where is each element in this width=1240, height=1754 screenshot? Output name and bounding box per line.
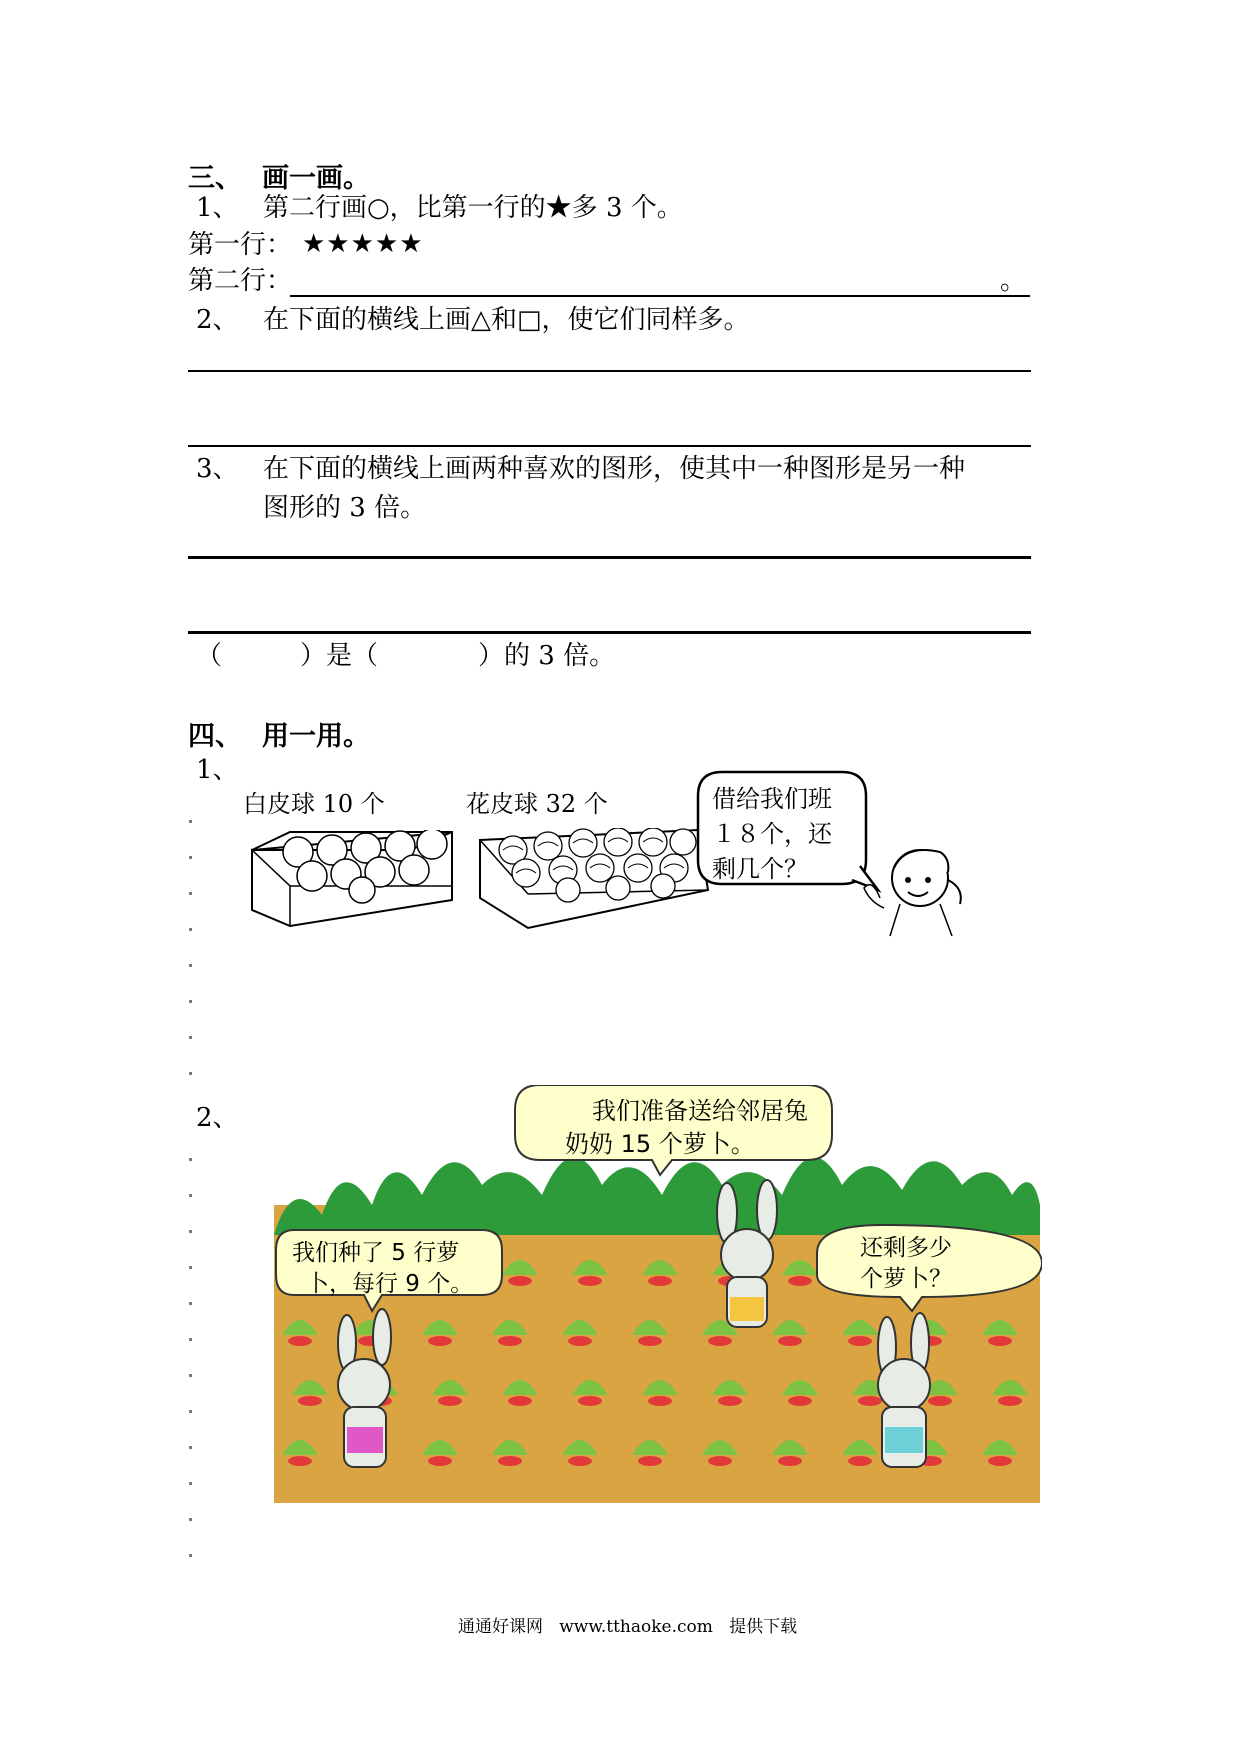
row2-answer-line[interactable] [290, 295, 1030, 297]
footer-site: 通通好课网 [458, 1617, 543, 1637]
q3-text-line1: 在下面的横线上画两种喜欢的图形，使其中一种图形是另一种 [263, 454, 966, 484]
section3-number: 三、 [188, 163, 242, 194]
white-balls-label: 白皮球 10 个 [243, 790, 385, 818]
bubble-left-line1: 我们种了 5 行萝 [292, 1240, 460, 1266]
q2-number: 2、 [196, 305, 239, 335]
flower-ball-tray-illustration [478, 828, 710, 933]
q3-number: 3、 [196, 454, 239, 484]
row2-label: 第二行： [188, 266, 293, 296]
row2-end-mark: 。 [1000, 266, 1027, 296]
q3-text-line2: 图形的 3 倍。 [263, 493, 427, 523]
answer-paren-open: （ [196, 641, 223, 671]
girl-illustration [860, 838, 980, 938]
q2-text: 在下面的横线上画△和□，使它们同样多。 [263, 305, 750, 335]
q2-line-2[interactable] [188, 445, 1031, 447]
footer-url[interactable]: www.tthaoke.com [559, 1617, 713, 1637]
bubble-top-line1: 我们准备送给邻居兔 [592, 1097, 808, 1125]
section4-number: 四、 [188, 721, 242, 752]
answer-end: ）的 3 倍。 [478, 641, 616, 671]
bubble-q1-line1: 借给我们班 [712, 785, 832, 813]
bubble-q1-line2: １８个，还 [712, 820, 832, 848]
q3-line-1[interactable] [188, 556, 1031, 559]
q2-line-1[interactable] [188, 370, 1031, 372]
q3-line-2[interactable] [188, 631, 1031, 634]
footer-suffix: 提供下载 [729, 1617, 798, 1637]
bubble-right-line1: 还剩多少 [860, 1235, 952, 1261]
bubble-top-line2: 奶奶 15 个萝卜。 [565, 1130, 755, 1158]
bubble-q1-line3: 剩几个？ [712, 855, 808, 883]
answer-middle: ）是（ [300, 641, 379, 671]
s4-q2-number: 2、 [196, 1103, 239, 1133]
s4-q1-number: 1、 [196, 755, 239, 785]
bubble-right-line2: 个萝卜？ [860, 1266, 952, 1292]
section4-heading: 用一用。 [262, 721, 370, 752]
row1-stars: ★★★★★ [302, 229, 424, 259]
section3-heading: 画一画。 [262, 163, 370, 194]
bubble-left-line2: 卜，每行 9 个。 [306, 1271, 474, 1297]
white-ball-tray-illustration [250, 830, 455, 930]
row1-label: 第一行： [188, 230, 293, 260]
q1-text: 第二行画○，比第一行的★多 3 个。 [263, 193, 683, 223]
flower-balls-label: 花皮球 32 个 [466, 790, 608, 818]
q1-number: 1、 [196, 193, 239, 223]
